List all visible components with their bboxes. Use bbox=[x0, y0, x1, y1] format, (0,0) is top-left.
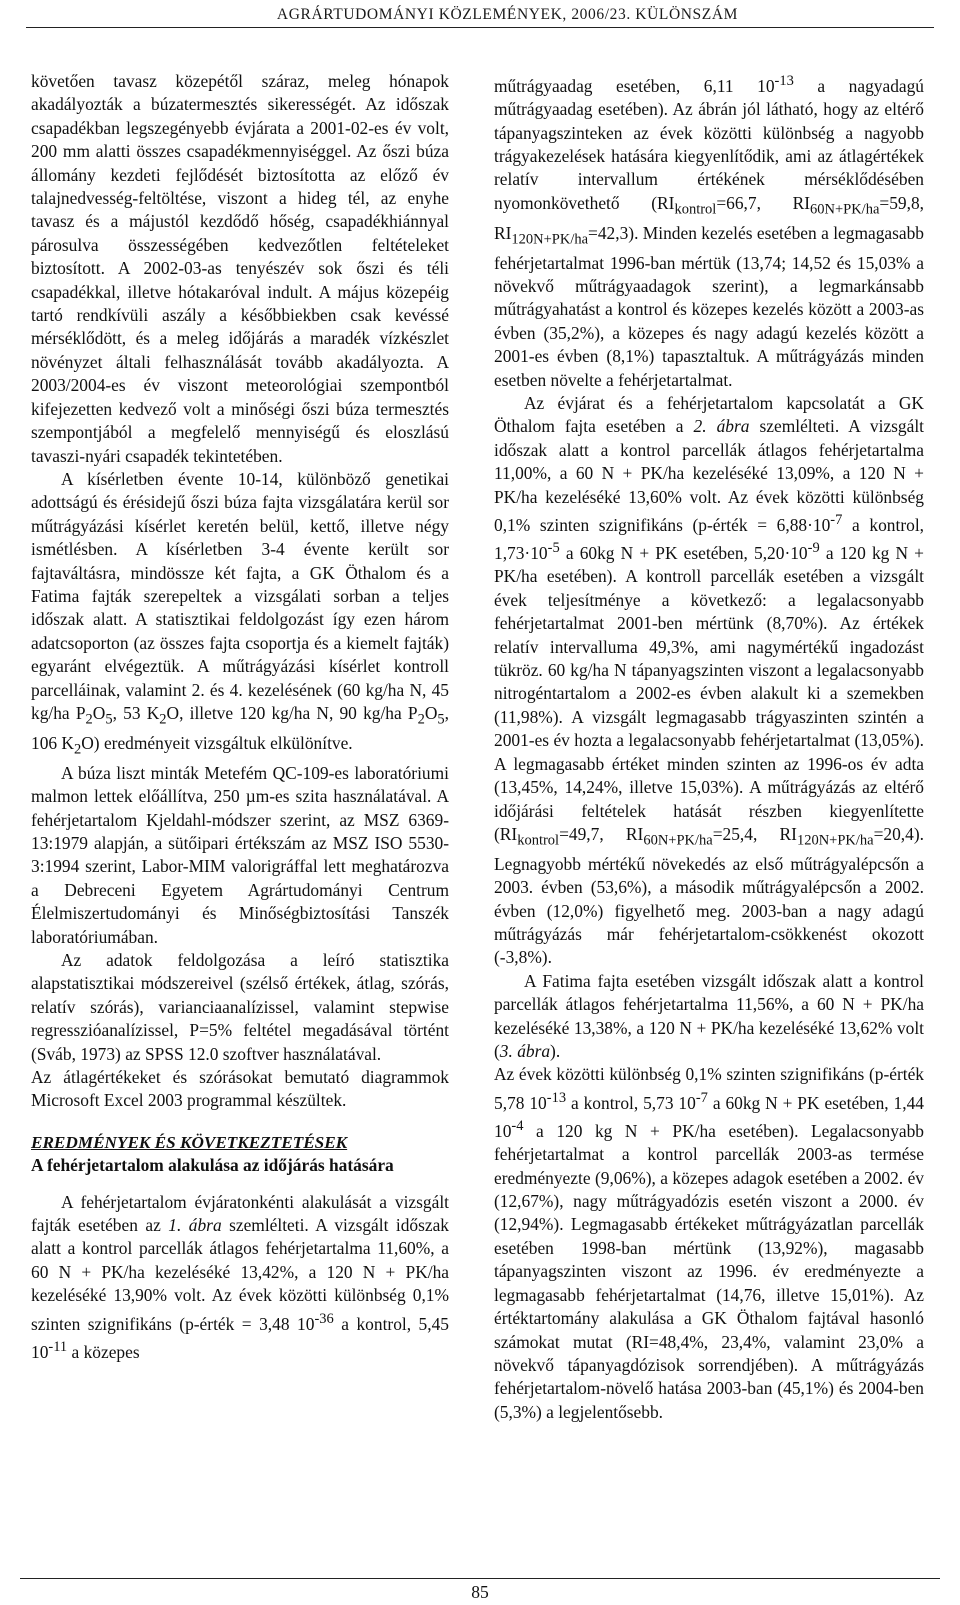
subsection-title: A fehérjetartalom alakulása az időjárás hatására bbox=[31, 1155, 394, 1176]
paragraph: követően tavasz közepétől száraz, meleg hónapok akadályozták a búzatermesztés sikerességét. Az időszak csapadékban legszegényebb évjárata a 2001-02-es év volt, 200 mm alatti összes csapadékmennyiséggel. Az őszi búza állomány kezdeti fejlődését biztosította az előző év talajnedvesség-feltöltése, viszont a hideg tél, az enyhe tavasz és a májustól kezdődő hőség, csapadékhiánnyal párosulva összességében kedvezőtlen feltételeket biztosított. A 2002-03-as tenyészév sok őszi és téli csapadékkal, illetve hótakaróval indult. A május közepéig tartó rendkívüli aszály a későbbiekben csak kevéssé mérséklődött, és a meleg időjárás a maradék vízkészlet növényzet általi felhasználását tovább akadályozta. A 2003/2004-es év viszont meteorológiai szempontból kifejezetten kedvező volt a minőségi őszi búza termesztés szempontjából a megfelelő mennyiségű és eloszlású tavaszi-nyári csapadék tekintetében. bbox=[31, 71, 449, 466]
paragraph: Az évjárat és a fehérjetartalom kapcsolatát a GK Öthalom fajta esetében a 2. ábra szemlélteti. A vizsgált időszak alatt a kontrol parcellák átlagos fehérjetartalma 11,00%, a 60 N + PK/ha kezeléséké 13,09%, a 120 N + PK/ha kezeléséké 13,60% volt. Az évek közötti különbség 0,1% szinten szignifikáns (p-érték = $6,88\cdot 10^{-7}$ a kontrol, $1,73\cdot 10^{-5}$ a 60kg N + PK esetében, $5,20\cdot 10^{-9}$ a 120 kg N + PK/ha esetében). A kontroll parcellák esetében a vizsgált évek teljesítménye a következő: a legalacsonyabb fehérjetartalmat 2001-ben mértünk (8,70%). Az értékek relatív intervalluma 49,3%, ami nagymértékű ingadozást tükröz. 60 kg/ha N tápanyagszinten viszont a legalacsonyabb nitrogéntartalom a 2002-es évben alakult ki a szemekben (11,98%). A vizsgált legmagasabb trágyaszinten szintén a 2001-es év hozta a legalacsonyabb fehérjetartalmat (13,05%). A legmagasabb értéket minden szinten az 1996-os év adta (13,45%, 14,24%, illetve 15,03%). A műtrágyázás az eltérő időjárási feltételek hatását részben kiegyenlítette ($RI_{kontrol}=49,7$, $RI_{60N+PK/ha}=25,4$, $RI_{120N+PK/ha}=20,4$). Legnagyobb mértékű növekedés az első műtrágyalépcsőn a 2003. évben (53,6%), a második műtrágyalépcsőn a 2002. évben (12,0%) figyelhető meg. 2003-ban a nagy adagú műtrágyázás már fehérjetartalom-csökkenést okozott (-3,8%). bbox=[494, 393, 925, 968]
paragraph: A búza liszt minták Metefém QC-109-es laboratóriumi malmon lettek előállítva, 250 µm-es szita használatával. A fehérjetartalom Kjeldahl-módszer szerint, az MSZ 6369-13:1979 alapján, a sütőipari értékszám az MSZ ISO 5530-3:1994 szerint, Labor-MIM valorigráffal lett meghatározva a Debreceni Egyetem Agrártudományi Centrum Élelmiszertudományi és Minőségbiztosítási Tanszék laboratóriumában. bbox=[31, 762, 449, 947]
header-rule bbox=[26, 27, 934, 28]
paragraph: műtrágyaadag esetében, 6,11 $10^{-13}$ a nagyadagú műtrágyaadag esetében). Az ábrán jól látható, hogy az eltérő tápanyagszinteken az évek közötti különbség a nagyobb trágyakezelések hatására kiegyenlítődik, ami az átlagértékek relatív intervallum értékének mérséklődésében nyomonkövethető ($RI_{kontrol}=66,7$, $RI_{60N+PK/ha}=59,8$, $RI_{120N+PK/ha}=42,3$). Minden kezelés esetében a legmagasabb fehérjetartalmat 1996-ban mértük (13,74; 14,52 és 15,03% a növekvő műtrágyaadagok szerint), a legmarkánsabb műtrágyahatást a kontrol és közepes kezelés között a 2003-as évben (35,2%), a közepes és nagy adagú kezelés között a 2001-es évben (8,1%) tapasztaltuk. A műtrágyázás minden esetben növelte a fehérjetartalmat. bbox=[494, 73, 925, 390]
paragraph: A fehérjetartalom évjáratonkénti alakulását a vizsgált fajták esetében az 1. ábra szemlélteti. A vizsgált időszak alatt a kontrol parcellák átlagos fehérjetartalma 11,60%, a 60 N + PK/ha kezeléséké 13,42%, a 120 N + PK/ha kezeléséké 13,90% volt. Az évek közötti különbség 0,1% szinten szignifikáns (p-érték = 3,48 $10^{-36}$ a kontrol, 5,45 $10^{-11}$ a közepes bbox=[31, 1191, 450, 1362]
paragraph: A Fatima fajta esetében vizsgált időszak alatt a kontrol parcellák átlagos fehérjetartalma 11,56%, a 60 N + PK/ha kezeléséké 13,38%, a 120 N + PK/ha kezeléséké 13,62% volt (3. ábra). bbox=[494, 970, 924, 1062]
paragraph: Az évek közötti különbség 0,1% szinten szignifikáns (p-érték 5,78 $10^{-13}$ a kontrol, 5,73 $10^{-7}$ a 60kg N + PK esetében, 1,44 $10^{-4}$ a 120 kg N + PK/ha esetében). Legalacsonyabb fehérjetartalmat a kontrol parcellák 2003-as termése eredményezte (9,06%), a közepes adagok esetében a 2002. év (12,67%), nagy műtrágyadózis esetén viszont a 2000. év (12,94%). Legmagasabb értékeket műtrágyázatlan parcellák esetében 1998-ban mértünk (13,92%), magasabb tápanyagszinten viszont az 1996. év eredményezte a legmagasabb fehérjetartalmat (14,76, illetve 15,01%). Az értéktartomány alakulása a GK Öthalom fajtával hasonló számokat mutat (RI=48,4%, 23,4%, valamint 23,0% a növekvő tápanyagdózisok sorrendjében). A műtrágyázás fehérjetartalom-növelő hatása 2003-ban (45,1%) és 2004-ben (5,3%) a legjelentősebb. bbox=[494, 1064, 924, 1422]
running-header: AGRÁRTUDOMÁNYI KÖZLEMÉNYEK, 2006/23. KÜLÖNSZÁM bbox=[276, 6, 738, 23]
footer-rule bbox=[20, 1578, 940, 1579]
paragraph: Az átlagértékeket és szórásokat bemutató diagrammok Microsoft Excel 2003 programmal készültek. bbox=[31, 1067, 449, 1111]
left-column bbox=[31, 70, 449, 1364]
right-column bbox=[494, 70, 924, 1424]
page-number: 85 bbox=[471, 1582, 489, 1602]
section-title: EREDMÉNYEK ÉS KÖVETKEZTETÉSEK bbox=[31, 1132, 348, 1152]
paragraph: A kísérletben évente 10-14, különböző genetikai adottságú és érésidejű őszi búza fajta vizsgálatára kerül sor műtrágyázási kísérlet keretén belül, kettő, illetve négy ismétlésben. A kísérletben 3-4 évente került sor fajtaváltásra, mindössze két fajta, a GK Öthalom és a Fatima fajták szerepeltek a vizsgálati sorban a teljes időszak alatt. A statisztikai feldolgozást így ezen három adatcsoporton (az összes fajta csoportja és a kiemelt fajták) egyaránt elvégeztük. A műtrágyázási kísérlet kontroll parcelláinak, valamint 2. és 4. kezelésének (60 kg/ha N, 45 kg/ha $P_2O_5$, 53 $K_2O$, illetve 120 kg/ha N, 90 kg/ha $P_2O_5$, 106 $K_2O$) eredményeit vizsgáltuk elkülönítve. bbox=[31, 468, 449, 758]
paragraph: Az adatok feldolgozása a leíró statisztika alapstatisztikai módszereivel (szélső értékek, átlag, szórás, relatív szórás), varianciaanalízissel, valamint stepwise regresszióanalízissel, P=5% feltétel megadásával történt (Sváb, 1973) az SPSS 12.0 szoftver használatával. bbox=[31, 949, 449, 1064]
